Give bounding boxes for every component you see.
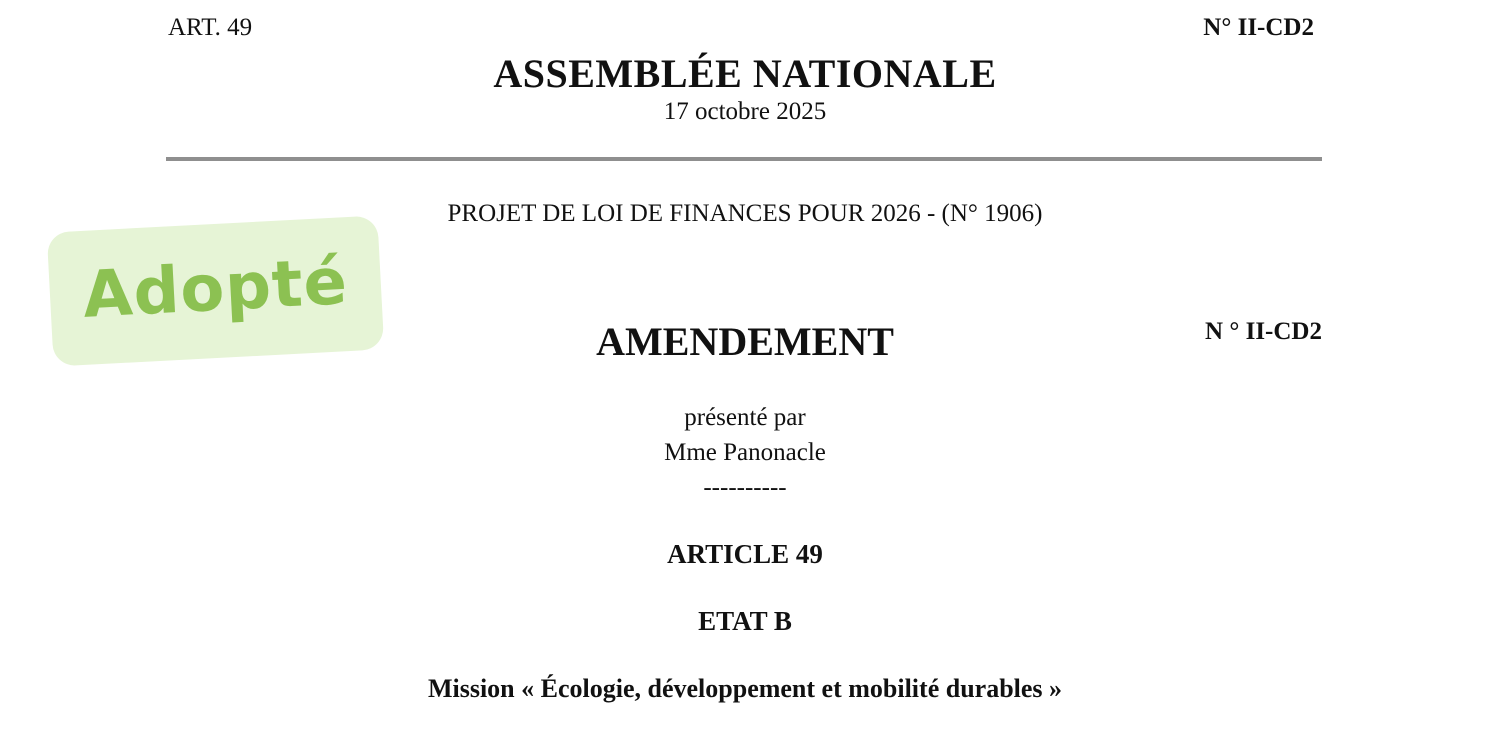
amendment-title: AMENDEMENT [596, 319, 894, 364]
article-reference: ART. 49 [168, 14, 253, 41]
header-divider [166, 157, 1322, 161]
amendment-number: N ° II-CD2 [1205, 318, 1322, 345]
author-name: Mme Panonacle [664, 439, 826, 466]
dash-separator: ---------- [703, 474, 787, 501]
presented-by-label: présenté par [684, 404, 806, 431]
mission-heading: Mission « Écologie, développement et mobilité durables » [427, 674, 1063, 703]
document-number-header: N° II-CD2 [1203, 14, 1314, 41]
adopted-stamp-label: Adopté [81, 245, 350, 333]
assembly-title: ASSEMBLÉE NATIONALE [493, 51, 997, 96]
document-date: 17 octobre 2025 [663, 98, 827, 125]
article-heading: ARTICLE 49 [667, 539, 823, 569]
bill-title: PROJET DE LOI DE FINANCES POUR 2026 - (N° 1906) [447, 200, 1043, 227]
state-heading: ETAT B [698, 606, 792, 636]
